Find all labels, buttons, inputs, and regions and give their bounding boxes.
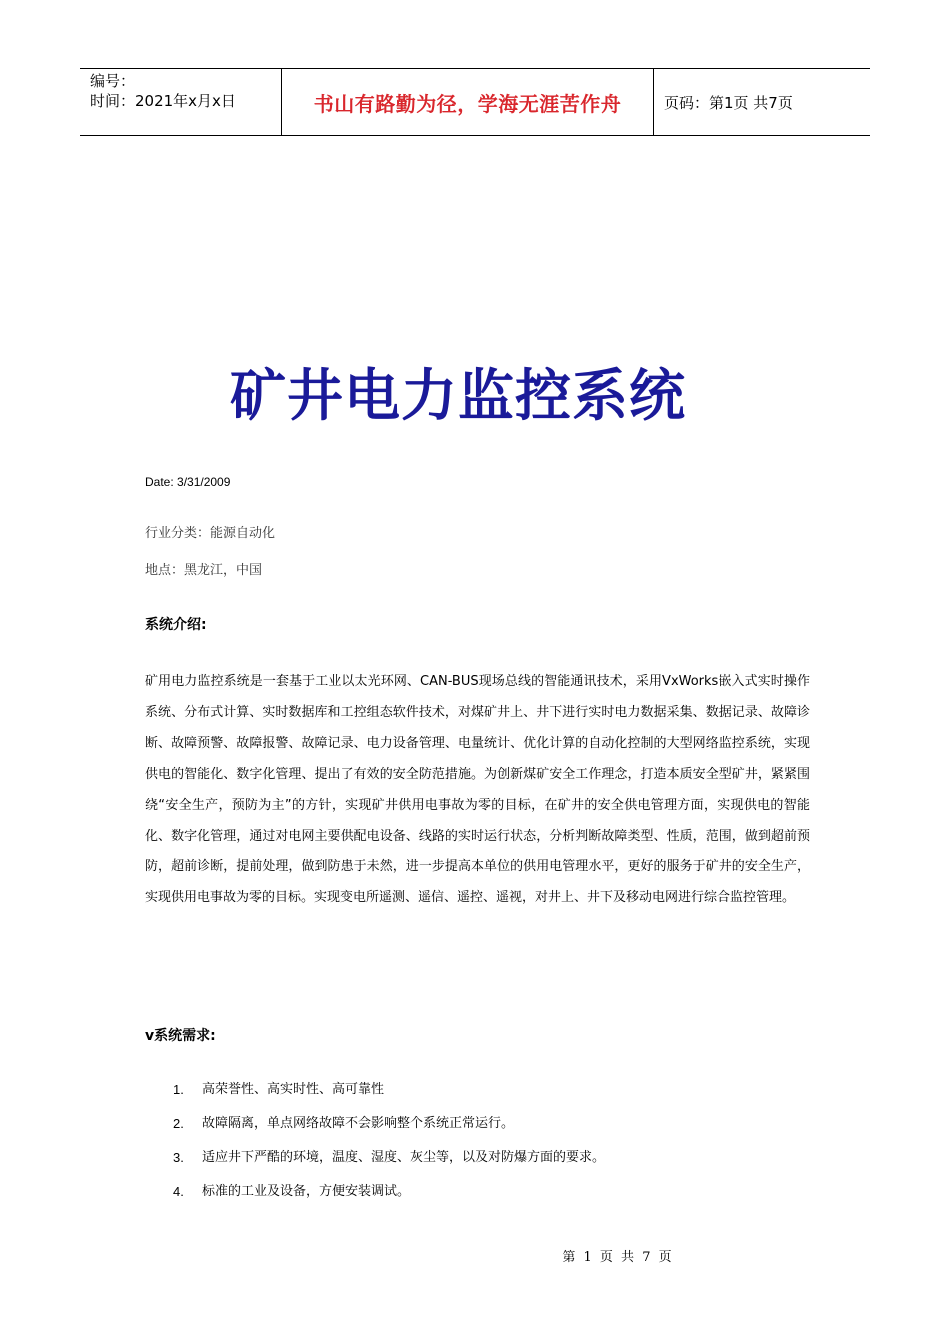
industry-line: 行业分类：能源自动化 (145, 526, 276, 541)
date-line: Date: 3/31/2009 (145, 475, 231, 489)
list-item-text: 适应井下严酷的环境，温度、湿度、灰尘等，以及对防爆方面的要求。 (202, 1150, 606, 1165)
list-item-number: 4. (173, 1184, 184, 1199)
list-item-number: 3. (173, 1150, 184, 1165)
list-item-text: 故障隔离，单点网络故障不会影响整个系统正常运行。 (202, 1116, 515, 1131)
list-item (173, 1109, 605, 1143)
header-table (80, 68, 870, 136)
list-item-number: 1. (173, 1082, 184, 1097)
location-line: 地点：黑龙江，中国 (145, 563, 263, 578)
motto: 书山有路勤为径，学海无涯苦作舟 (281, 69, 654, 135)
intro-heading: 系统介绍: (145, 617, 207, 633)
list-item-text: 标准的工业及设备，方便安装调试。 (202, 1184, 411, 1199)
list-item (173, 1075, 605, 1109)
time-label: 时间：2021年x月x日 (90, 92, 236, 110)
list-item-text: 高荣誉性、高实时性、高可靠性 (202, 1082, 385, 1097)
page-footer: 第 1 页 共 7 页 (562, 1250, 672, 1265)
list-item-number: 2. (173, 1116, 184, 1131)
list-item (173, 1143, 605, 1177)
number-label: 编号： (90, 72, 136, 90)
header-left-cell (80, 69, 281, 135)
document-title: 矿井电力监控系统 (230, 363, 686, 429)
requirements-list (173, 1075, 605, 1211)
requirements-heading: v系统需求: (145, 1028, 216, 1044)
page-info: 页码：第1页 共7页 (664, 93, 793, 112)
list-item (173, 1177, 605, 1211)
intro-paragraph: 矿用电力监控系统是一套基于工业以太光环网、CAN-BUS现场总线的智能通讯技术，采用VxWorks嵌入式实时操作系统、分布式计算、实时数据库和工控组态软件技术，对煤矿井上、井下进行实时电力数据采集、数据记录、故障诊断、故障预警、故障报警、故障记录、电力设备管理、电量统计、优化计算的自动化控制的大型网络监控系统，实现供电的智能化、数字化管理、提出了有效的安全防范措施。为创新煤矿安全工作理念，打造本质安全型矿井，紧紧围绕“安全生产，预防为主”的方针，实现矿井供用电事故为零的目标，在矿井的安全供电管理方面，实现供电的智能化、数字化管理，通过对电网主要供配电设备、线路的实时运行状态，分析判断故障类型、性质，范围，做到超前预防，超前诊断，提前处理，做到防患于未然，进一步提高本单位的供用电管理水平，更好的服务于矿井的安全生产，实现供用电事故为零的目标。实现变电所遥测、遥信、遥控、遥视，对井上、井下及移动电网进行综合监控管理。 (145, 674, 810, 906)
